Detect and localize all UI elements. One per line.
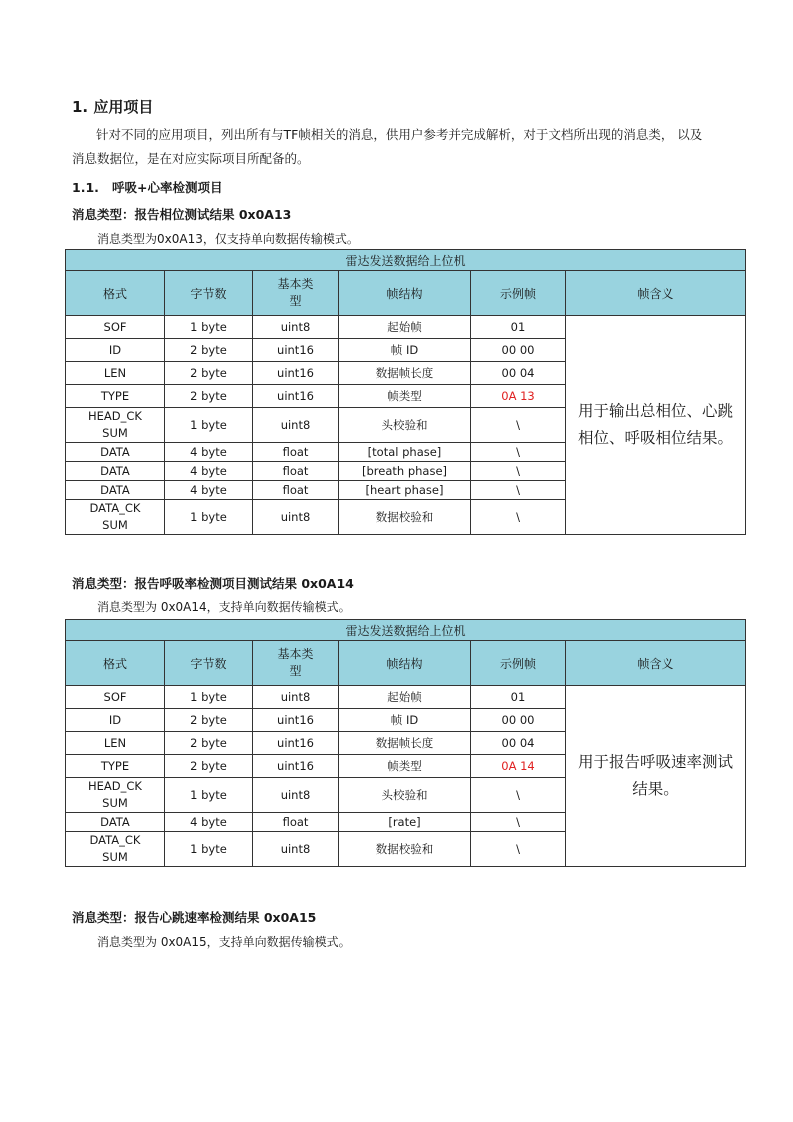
table-cell: 2 byte bbox=[165, 755, 253, 778]
table-cell: DATA_CK SUM bbox=[66, 832, 165, 867]
table-cell: float bbox=[253, 443, 339, 462]
table-cell: HEAD_CK SUM bbox=[66, 778, 165, 813]
table-cell: 数据帧长度 bbox=[339, 732, 471, 755]
msg1-frame-table bbox=[65, 249, 746, 535]
table-row bbox=[66, 316, 746, 339]
table-cell: 头校验和 bbox=[339, 778, 471, 813]
table-cell: 1 byte bbox=[165, 408, 253, 443]
table-cell: [rate] bbox=[339, 813, 471, 832]
table-cell: 1 byte bbox=[165, 316, 253, 339]
table-cell: 1 byte bbox=[165, 778, 253, 813]
header-example-frame: 示例帧 bbox=[471, 271, 566, 316]
table-cell: uint8 bbox=[253, 778, 339, 813]
table-cell: \ bbox=[471, 481, 566, 500]
table-cell: 01 bbox=[471, 316, 566, 339]
header-bytes: 字节数 bbox=[165, 641, 253, 686]
section-heading bbox=[72, 178, 222, 196]
msg3-description: 消息类型为 0x0A15，支持单向数据传输模式。 bbox=[97, 935, 351, 949]
header-bytes: 字节数 bbox=[165, 271, 253, 316]
table-cell: [breath phase] bbox=[339, 462, 471, 481]
table-cell: DATA bbox=[66, 481, 165, 500]
table-cell: SOF bbox=[66, 686, 165, 709]
msg2-frame-meaning: 用于报告呼吸速率测试 结果。 bbox=[566, 686, 746, 867]
table-cell: \ bbox=[471, 408, 566, 443]
header-basic-type: 基本类 型 bbox=[253, 271, 339, 316]
table-cell: uint8 bbox=[253, 500, 339, 535]
table-cell: 1 byte bbox=[165, 500, 253, 535]
type-example-value: 0A 14 bbox=[471, 755, 566, 778]
table-cell: uint16 bbox=[253, 709, 339, 732]
table-cell: DATA bbox=[66, 462, 165, 481]
table-cell: HEAD_CK SUM bbox=[66, 408, 165, 443]
table-cell: 1 byte bbox=[165, 686, 253, 709]
table-cell: 4 byte bbox=[165, 481, 253, 500]
msg2-frame-table bbox=[65, 619, 746, 867]
table-cell: uint8 bbox=[253, 686, 339, 709]
table-cell: \ bbox=[471, 832, 566, 867]
table-cell: TYPE bbox=[66, 755, 165, 778]
table-cell: 起始帧 bbox=[339, 316, 471, 339]
table-cell: \ bbox=[471, 500, 566, 535]
table-cell: 帧类型 bbox=[339, 385, 471, 408]
header-format: 格式 bbox=[66, 641, 165, 686]
header-frame-meaning: 帧含义 bbox=[566, 641, 746, 686]
table-cell: 2 byte bbox=[165, 385, 253, 408]
table-cell: 数据校验和 bbox=[339, 500, 471, 535]
table-cell: LEN bbox=[66, 362, 165, 385]
table-cell: 2 byte bbox=[165, 362, 253, 385]
msg2-title: 消息类型：报告呼吸率检测项目测试结果 0x0A14 bbox=[72, 576, 354, 591]
table-cell: uint16 bbox=[253, 339, 339, 362]
table-cell: uint16 bbox=[253, 732, 339, 755]
table-cell: LEN bbox=[66, 732, 165, 755]
table-row bbox=[66, 686, 746, 709]
table-cell: DATA bbox=[66, 813, 165, 832]
table-cell: \ bbox=[471, 813, 566, 832]
table-cell: \ bbox=[471, 778, 566, 813]
msg2-description: 消息类型为 0x0A14，支持单向数据传输模式。 bbox=[97, 600, 351, 614]
table-cell: 00 00 bbox=[471, 709, 566, 732]
table-cell: ID bbox=[66, 709, 165, 732]
table-cell: 头校验和 bbox=[339, 408, 471, 443]
table-cell: 数据校验和 bbox=[339, 832, 471, 867]
table-cell: DATA_CK SUM bbox=[66, 500, 165, 535]
intro-line-1: 针对不同的应用项目，列出所有与TF帧相关的消息，供用户参考并完成解析，对于文档所出现的消息类， 以及 bbox=[96, 127, 703, 142]
table-cell: 1 byte bbox=[165, 832, 253, 867]
table-cell: 2 byte bbox=[165, 732, 253, 755]
table-cell: 数据帧长度 bbox=[339, 362, 471, 385]
table-caption: 雷达发送数据给上位机 bbox=[66, 250, 746, 271]
header-frame-meaning: 帧含义 bbox=[566, 271, 746, 316]
table-cell: 00 00 bbox=[471, 339, 566, 362]
table-cell: uint16 bbox=[253, 755, 339, 778]
table-cell: 帧 ID bbox=[339, 709, 471, 732]
table-cell: 00 04 bbox=[471, 362, 566, 385]
type-example-value: 0A 13 bbox=[471, 385, 566, 408]
msg1-title: 消息类型：报告相位测试结果 0x0A13 bbox=[72, 207, 292, 222]
table-cell: 起始帧 bbox=[339, 686, 471, 709]
header-format: 格式 bbox=[66, 271, 165, 316]
table-cell: uint16 bbox=[253, 385, 339, 408]
msg3-title: 消息类型：报告心跳速率检测结果 0x0A15 bbox=[72, 910, 317, 925]
section-number: 1.1. bbox=[72, 180, 99, 195]
table-cell: float bbox=[253, 813, 339, 832]
table-cell: float bbox=[253, 481, 339, 500]
table-cell: DATA bbox=[66, 443, 165, 462]
heading-application-projects: 1. 应用项目 bbox=[72, 98, 154, 116]
msg1-description: 消息类型为0x0A13，仅支持单向数据传输模式。 bbox=[97, 232, 359, 246]
header-basic-type: 基本类 型 bbox=[253, 641, 339, 686]
table-cell: uint16 bbox=[253, 362, 339, 385]
table-cell: \ bbox=[471, 443, 566, 462]
table-cell: ID bbox=[66, 339, 165, 362]
table-cell: 帧类型 bbox=[339, 755, 471, 778]
table-cell: TYPE bbox=[66, 385, 165, 408]
table-cell: uint8 bbox=[253, 408, 339, 443]
table-cell: 4 byte bbox=[165, 443, 253, 462]
table-caption: 雷达发送数据给上位机 bbox=[66, 620, 746, 641]
table-cell: [total phase] bbox=[339, 443, 471, 462]
table-cell: uint8 bbox=[253, 316, 339, 339]
table-cell: [heart phase] bbox=[339, 481, 471, 500]
table-cell: SOF bbox=[66, 316, 165, 339]
msg1-frame-meaning: 用于输出总相位、心跳 相位、呼吸相位结果。 bbox=[566, 316, 746, 535]
table-cell: float bbox=[253, 462, 339, 481]
table-cell: 帧 ID bbox=[339, 339, 471, 362]
table-cell: 4 byte bbox=[165, 462, 253, 481]
intro-line-2: 消息数据位，是在对应实际项目所配备的。 bbox=[72, 151, 310, 166]
table-cell: 01 bbox=[471, 686, 566, 709]
section-title: 呼吸+心率检测项目 bbox=[112, 180, 223, 195]
table-cell: 00 04 bbox=[471, 732, 566, 755]
table-cell: uint8 bbox=[253, 832, 339, 867]
table-cell: 2 byte bbox=[165, 339, 253, 362]
header-frame-structure: 帧结构 bbox=[339, 271, 471, 316]
table-cell: \ bbox=[471, 462, 566, 481]
header-example-frame: 示例帧 bbox=[471, 641, 566, 686]
table-cell: 2 byte bbox=[165, 709, 253, 732]
table-cell: 4 byte bbox=[165, 813, 253, 832]
header-frame-structure: 帧结构 bbox=[339, 641, 471, 686]
